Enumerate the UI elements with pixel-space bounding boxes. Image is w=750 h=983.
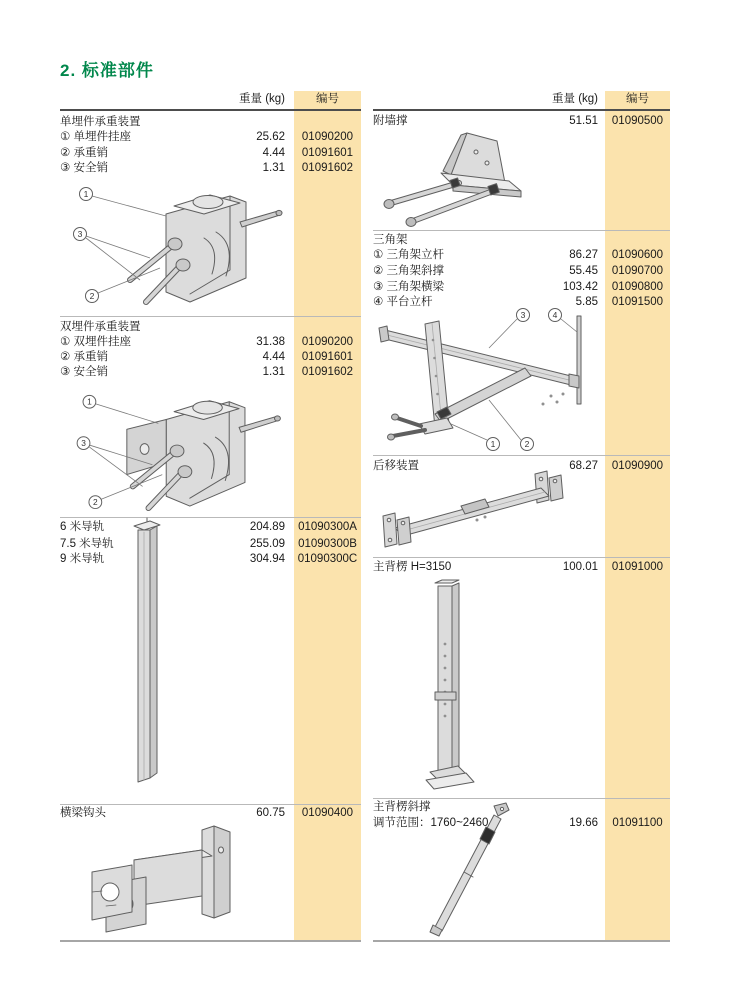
row-label: ② 承重销 bbox=[60, 351, 109, 363]
table-header-right bbox=[373, 91, 670, 107]
drawing-double-embed-bracket bbox=[62, 386, 297, 512]
row-code: 01091602 bbox=[301, 162, 354, 174]
row-weight: 25.62 bbox=[256, 131, 285, 143]
svg-text:3: 3 bbox=[77, 229, 83, 239]
section-title-row bbox=[60, 114, 361, 130]
callout-3 bbox=[489, 309, 530, 349]
row-weight: 86.27 bbox=[569, 249, 598, 261]
svg-text:1: 1 bbox=[490, 439, 496, 449]
row-label: 9 米导轨 bbox=[60, 553, 105, 565]
row-label: ③ 安全销 bbox=[60, 162, 109, 174]
table-row bbox=[60, 145, 361, 161]
row-weight: 4.44 bbox=[262, 147, 285, 159]
row-weight: 1.31 bbox=[262, 366, 285, 378]
row-code: 01091601 bbox=[301, 147, 354, 159]
row-code: 01091000 bbox=[611, 561, 664, 573]
table-row bbox=[60, 160, 361, 176]
callout-4 bbox=[549, 309, 578, 333]
row-code: 01090300C bbox=[297, 553, 358, 565]
row-weight: 4.44 bbox=[262, 351, 285, 363]
row-code: 01090800 bbox=[611, 281, 664, 293]
table-row bbox=[373, 263, 670, 279]
row-code: 01090700 bbox=[611, 265, 664, 277]
table-row bbox=[60, 129, 361, 145]
row-code: 01090300A bbox=[298, 521, 357, 533]
row-weight: 31.38 bbox=[256, 336, 285, 348]
weight-header: 重量 (kg) bbox=[552, 93, 598, 105]
callout-1 bbox=[83, 395, 158, 423]
table-row bbox=[60, 334, 361, 350]
section-title-row bbox=[373, 232, 670, 248]
row-code: 01090300B bbox=[298, 538, 357, 550]
row-label: ① 双埋件挂座 bbox=[60, 336, 132, 348]
row-weight: 1.31 bbox=[262, 162, 285, 174]
svg-text:4: 4 bbox=[552, 310, 558, 320]
svg-text:1: 1 bbox=[87, 396, 92, 407]
row-code: 01090600 bbox=[611, 249, 664, 261]
header-rule-left bbox=[60, 109, 361, 111]
row-code: 01091100 bbox=[612, 817, 663, 829]
table-row bbox=[60, 349, 361, 365]
header-rule-right bbox=[373, 109, 670, 111]
drawing-single-embed-bracket bbox=[62, 180, 297, 308]
row-weight: 5.85 bbox=[575, 296, 598, 308]
separator-line bbox=[373, 230, 670, 231]
svg-text:3: 3 bbox=[520, 310, 526, 320]
row-label: 后移装置 bbox=[373, 460, 419, 472]
row-label: 附墙撑 bbox=[373, 115, 408, 127]
row-weight: 68.27 bbox=[569, 460, 598, 472]
drawing-rear-shift-device bbox=[373, 464, 598, 554]
callout-1 bbox=[451, 424, 500, 451]
row-code: 01091601 bbox=[301, 351, 354, 363]
svg-text:2: 2 bbox=[89, 291, 95, 301]
separator-line bbox=[60, 316, 361, 317]
section-title: 主背楞斜撑 bbox=[373, 801, 431, 813]
table-row bbox=[373, 247, 670, 263]
drawing-triangle-frame bbox=[373, 306, 618, 453]
row-weight: 60.75 bbox=[256, 807, 285, 819]
code-header: 编号 bbox=[316, 93, 339, 105]
table-row bbox=[373, 279, 670, 295]
section-title: 双埋件承重装置 bbox=[60, 321, 141, 333]
callout-1 bbox=[80, 188, 167, 217]
table-row bbox=[60, 364, 361, 380]
drawing-wall-brace bbox=[375, 127, 575, 227]
row-label: ① 单埋件挂座 bbox=[60, 131, 132, 143]
row-label: 横梁钩头 bbox=[60, 807, 106, 819]
code-header: 编号 bbox=[626, 93, 649, 105]
table-row bbox=[60, 805, 361, 821]
row-weight: 51.51 bbox=[569, 115, 598, 127]
row-label: 调节范围：1760~2460 bbox=[373, 817, 489, 829]
row-code: 01091500 bbox=[611, 296, 664, 308]
row-weight: 204.89 bbox=[249, 521, 285, 533]
row-code: 01090200 bbox=[301, 131, 354, 143]
separator-line bbox=[373, 557, 670, 558]
row-label: ② 承重销 bbox=[60, 147, 109, 159]
section-title: 三角架 bbox=[373, 234, 408, 246]
row-weight: 103.42 bbox=[562, 281, 598, 293]
row-code: 01091602 bbox=[301, 366, 354, 378]
row-label: 7.5 米导轨 bbox=[60, 538, 114, 550]
row-weight: 19.66 bbox=[569, 817, 598, 829]
row-label: 6 米导轨 bbox=[60, 521, 105, 533]
page-title: 2. 标准部件 bbox=[60, 61, 154, 80]
svg-text:3: 3 bbox=[81, 438, 86, 449]
row-weight: 304.94 bbox=[249, 553, 285, 565]
table-bottom-rule-right bbox=[373, 940, 670, 942]
row-label: ③ 安全销 bbox=[60, 366, 109, 378]
row-weight: 255.09 bbox=[249, 538, 285, 550]
section-title-row bbox=[60, 319, 361, 335]
table-row bbox=[373, 559, 670, 575]
row-weight: 55.45 bbox=[569, 265, 598, 277]
drawing-guide-rail bbox=[100, 516, 190, 792]
row-label: 主背楞 H=3150 bbox=[373, 561, 452, 573]
table-header-left bbox=[60, 91, 361, 107]
row-code: 01090500 bbox=[611, 115, 664, 127]
section-title: 单埋件承重装置 bbox=[60, 116, 141, 128]
row-label: ③ 三角架横梁 bbox=[373, 281, 445, 293]
row-code: 01090400 bbox=[301, 807, 354, 819]
drawing-main-waler bbox=[402, 574, 497, 796]
row-code: 01090900 bbox=[611, 460, 664, 472]
row-label: ④ 平台立杆 bbox=[373, 296, 433, 308]
table-bottom-rule-left bbox=[60, 940, 361, 942]
svg-text:2: 2 bbox=[93, 497, 98, 508]
drawing-waler-diagonal-brace bbox=[418, 803, 528, 940]
drawing-beam-hook-head bbox=[62, 820, 287, 938]
svg-text:1: 1 bbox=[83, 189, 89, 199]
row-code: 01090200 bbox=[301, 336, 354, 348]
weight-header: 重量 (kg) bbox=[239, 93, 285, 105]
separator-line bbox=[373, 455, 670, 456]
row-weight: 100.01 bbox=[562, 561, 598, 573]
row-label: ② 三角架斜撑 bbox=[373, 265, 445, 277]
svg-text:2: 2 bbox=[524, 439, 530, 449]
row-label: ① 三角架立杆 bbox=[373, 249, 445, 261]
